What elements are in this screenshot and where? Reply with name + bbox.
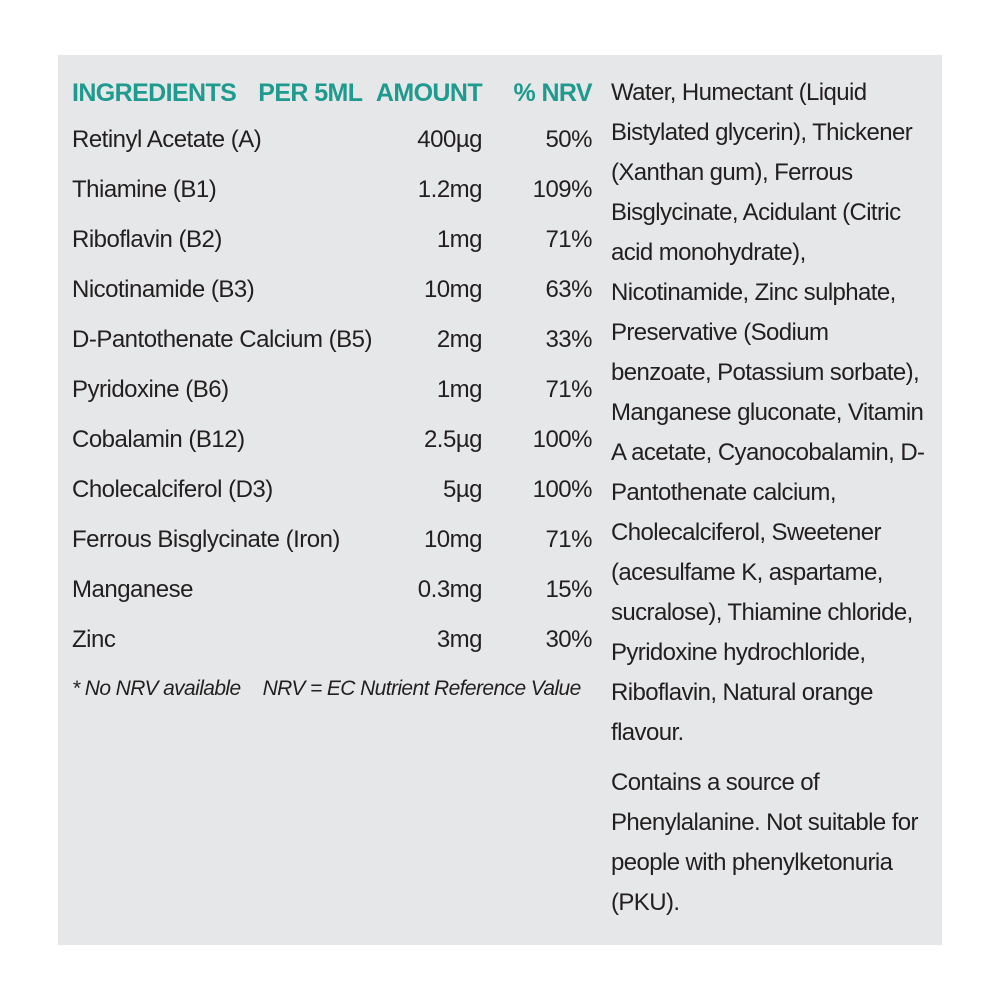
- nutrient-amount: 1mg: [436, 376, 482, 403]
- nutrient-name: Nicotinamide (B3): [72, 276, 255, 303]
- nutrient-nrv: 71%: [545, 226, 592, 253]
- nutrition-table: [72, 75, 592, 665]
- nrv-definition-note: NRV = EC Nutrient Reference Value: [262, 677, 581, 700]
- nutrient-nrv: 30%: [545, 626, 592, 653]
- nutrient-amount: 1.2mg: [417, 176, 482, 203]
- nutrient-nrv: 33%: [545, 326, 592, 353]
- table-row: [72, 465, 592, 515]
- nutrient-nrv: 63%: [545, 276, 592, 303]
- table-footnote: [72, 677, 581, 701]
- nutrient-name: Manganese: [72, 576, 193, 603]
- nutrient-name: D-Pantothenate Calcium (B5): [72, 326, 372, 353]
- nutrient-name: Cobalamin (B12): [72, 426, 245, 453]
- nutrient-amount: 400µg: [417, 126, 482, 153]
- nutrient-name: Cholecalciferol (D3): [72, 476, 273, 503]
- header-ingredients: INGREDIENTS PER 5ML: [72, 78, 363, 107]
- nutrient-amount: 5µg: [442, 476, 482, 503]
- nutrient-nrv: 15%: [545, 576, 592, 603]
- nutrition-label-panel: [58, 55, 942, 945]
- table-row: [72, 565, 592, 615]
- nutrient-nrv: 109%: [532, 176, 592, 203]
- ingredients-description: [611, 73, 933, 923]
- nutrient-name: Thiamine (B1): [72, 176, 217, 203]
- nutrient-amount: 1mg: [436, 226, 482, 253]
- no-nrv-note: * No NRV available: [72, 677, 241, 700]
- table-row: [72, 515, 592, 565]
- ingredients-list: Water, Humectant (Liquid Bistylated glycerin), Thickener (Xanthan gum), Ferrous Bisglycinate, Acidulant (Citric acid monohydrate), Nicotinamide, Zinc sulphate, Preservative (Sodium benzoate, Potassium sorbate), Manganese gluconate, Vitamin A acetate, Cyanocobalamin, D-Pantothenate calcium, Cholecalciferol, Sweetener (acesulfame K, aspartame, sucralose), Thiamine chloride, Pyridoxine hydrochloride, Riboflavin, Natural orange flavour.: [611, 79, 925, 746]
- nutrient-amount: 0.3mg: [417, 576, 482, 603]
- table-row: [72, 415, 592, 465]
- nutrient-amount: 10mg: [423, 276, 482, 303]
- nutrient-name: Retinyl Acetate (A): [72, 126, 262, 153]
- table-row: [72, 365, 592, 415]
- nutrient-name: Zinc: [72, 626, 116, 653]
- nutrient-nrv: 71%: [545, 526, 592, 553]
- nutrient-amount: 3mg: [436, 626, 482, 653]
- table-row: [72, 115, 592, 165]
- nutrient-name: Pyridoxine (B6): [72, 376, 229, 403]
- header-amount: AMOUNT: [375, 78, 482, 107]
- nutrient-amount: 2mg: [436, 326, 482, 353]
- table-row: [72, 165, 592, 215]
- table-row: [72, 315, 592, 365]
- nutrient-nrv: 100%: [532, 476, 592, 503]
- table-row: [72, 265, 592, 315]
- nutrient-name: Ferrous Bisglycinate (Iron): [72, 526, 340, 553]
- table-row: [72, 215, 592, 265]
- nutrient-nrv: 50%: [545, 126, 592, 153]
- table-header-row: [72, 75, 592, 115]
- nutrient-nrv: 100%: [532, 426, 592, 453]
- nutrient-name: Riboflavin (B2): [72, 226, 222, 253]
- nutrient-nrv: 71%: [545, 376, 592, 403]
- table-row: [72, 615, 592, 665]
- nutrient-amount: 2.5µg: [423, 426, 482, 453]
- header-nrv: % NRV: [513, 78, 592, 107]
- nutrient-amount: 10mg: [423, 526, 482, 553]
- phenylalanine-warning: Contains a source of Phenylalanine. Not suitable for people with phenylketonuria (PKU).: [611, 769, 918, 916]
- header-per-5ml: PER 5ML: [258, 78, 363, 107]
